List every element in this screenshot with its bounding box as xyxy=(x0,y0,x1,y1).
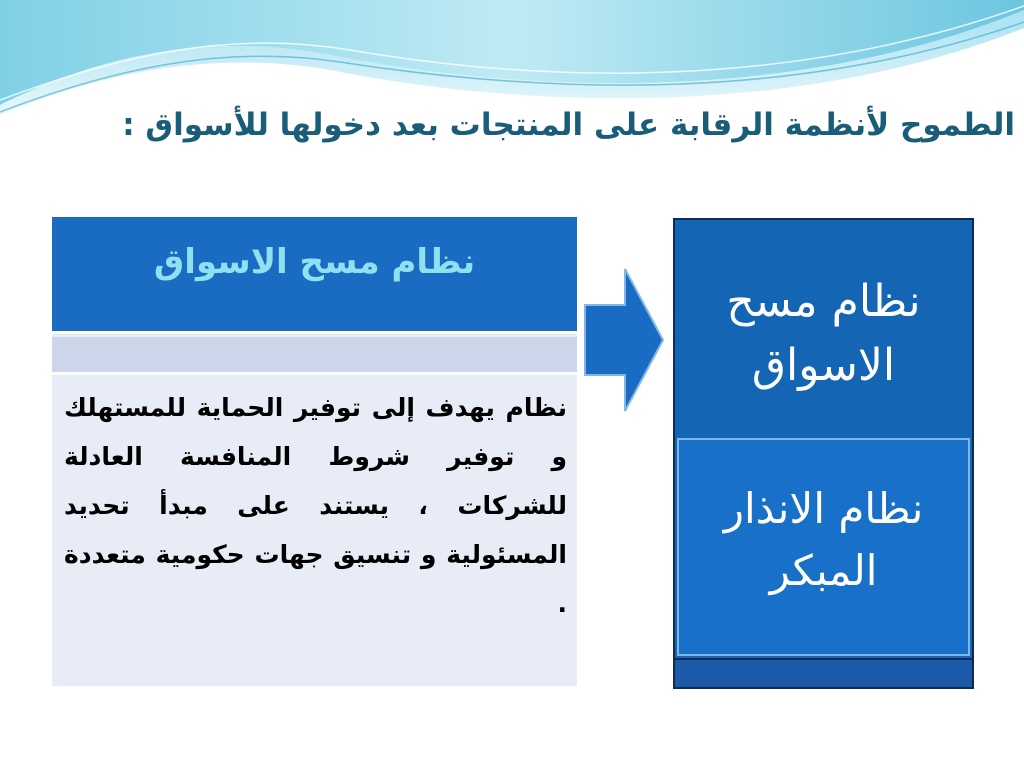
table-body-text: نظام يهدف إلى توفير الحماية للمستهلك و توفير شروط المنافسة العادلة للشركات ، يستند على مبدأ تحديد المسئولية و تنسيق جهات حكومية متعددة . xyxy=(64,393,567,618)
stack-item-market-survey: نظام مسح الاسواق xyxy=(726,276,921,391)
stack-item-early-warning: نظام الانذار المبكر xyxy=(677,438,970,656)
arrow-right-icon xyxy=(583,267,665,413)
table-separator-band xyxy=(52,337,577,375)
slide-title: الطموح لأنظمة الرقابة على المنتجات بعد دخولها للأسواق : xyxy=(122,107,1015,143)
stack-footer-band xyxy=(675,658,972,687)
table-header: نظام مسح الاسواق xyxy=(52,217,577,334)
systems-stack xyxy=(673,218,974,689)
info-table xyxy=(52,217,577,686)
